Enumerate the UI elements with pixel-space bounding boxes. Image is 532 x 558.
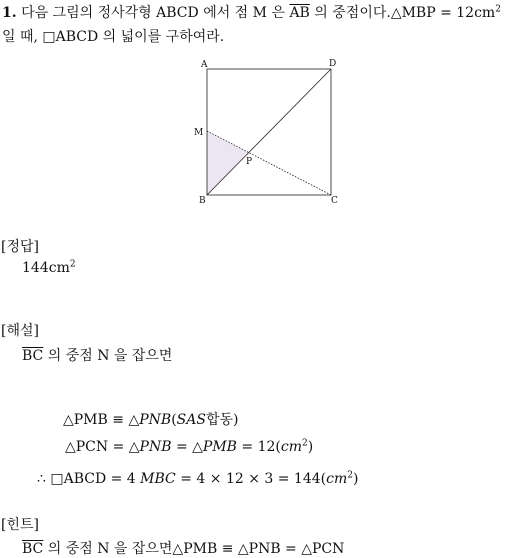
answer-sup: 2	[69, 259, 76, 270]
problem-text-start: 다음 그림의 정사각형 ABCD 에서 점 M 은	[21, 5, 285, 21]
eq1-part-a: △PMB ≡ △	[63, 412, 140, 428]
eq2-part-f: cm	[280, 439, 303, 455]
solution-heading: [해설]	[1, 323, 39, 339]
label-b: B	[199, 196, 206, 206]
eq1-part-e: 합동)	[205, 412, 239, 428]
label-d: D	[329, 59, 337, 69]
label-p: P	[246, 157, 253, 167]
label-m: M	[194, 128, 204, 138]
eq3-part-b: MBC	[140, 471, 176, 487]
eq2-part-e: = 12(	[236, 439, 281, 455]
hint-rest: 의 중점 N 을 잡으면△PMB ≡ △PNB = △PCN	[47, 541, 345, 557]
triangle-mbp-shade	[207, 131, 248, 195]
label-a: A	[201, 60, 208, 70]
eq1-part-b: PNB	[139, 412, 172, 428]
eq2-part-b: PNB	[139, 439, 172, 455]
eq1-part-c: (	[171, 412, 177, 428]
hint-heading: [힌트]	[1, 517, 39, 533]
problem-line-2: 일 때, □ABCD 의 넓이를 구하여라.	[2, 29, 225, 45]
equation-2	[65, 439, 313, 455]
answer-heading: [정답]	[1, 239, 39, 255]
equation-3	[37, 471, 358, 487]
eq2-part-c: = △	[171, 439, 203, 455]
problem-text-end: 의 중점이다.△MBP = 12cm	[314, 5, 496, 21]
eq3-part-e: )	[352, 471, 359, 487]
solution-intro	[22, 345, 172, 365]
hint-segment-bc: $\overline{BC}$	[22, 541, 44, 557]
segment-bc: $\overline{BC}$	[22, 348, 44, 364]
label-c: C	[331, 196, 338, 206]
solution-intro-text: 의 중점 N 을 잡으면	[47, 348, 173, 364]
diagonal-bd	[207, 69, 331, 195]
eq1-part-d: SAS	[176, 412, 206, 428]
eq2-part-g: )	[307, 439, 314, 455]
eq2-sup: 2	[302, 438, 308, 449]
eq3-sup: 2	[347, 470, 353, 481]
hint-text	[22, 538, 344, 558]
eq2-part-d: PMB	[202, 439, 237, 455]
answer-number: 144cm	[22, 260, 70, 276]
eq2-part-a: △PCN = △	[65, 439, 140, 455]
eq3-part-a: ∴ □ABCD = 4	[37, 471, 141, 487]
problem-number: 1.	[2, 5, 17, 21]
segment-ab: $\overline{AB}$	[289, 5, 310, 21]
eq3-part-c: = 4 × 12 × 3 = 144(	[175, 471, 327, 487]
square-figure	[0, 0, 532, 230]
answer-value	[22, 260, 76, 276]
problem-sup: 2	[495, 4, 501, 15]
equation-1	[63, 409, 238, 429]
eq3-part-d: cm	[326, 471, 348, 487]
